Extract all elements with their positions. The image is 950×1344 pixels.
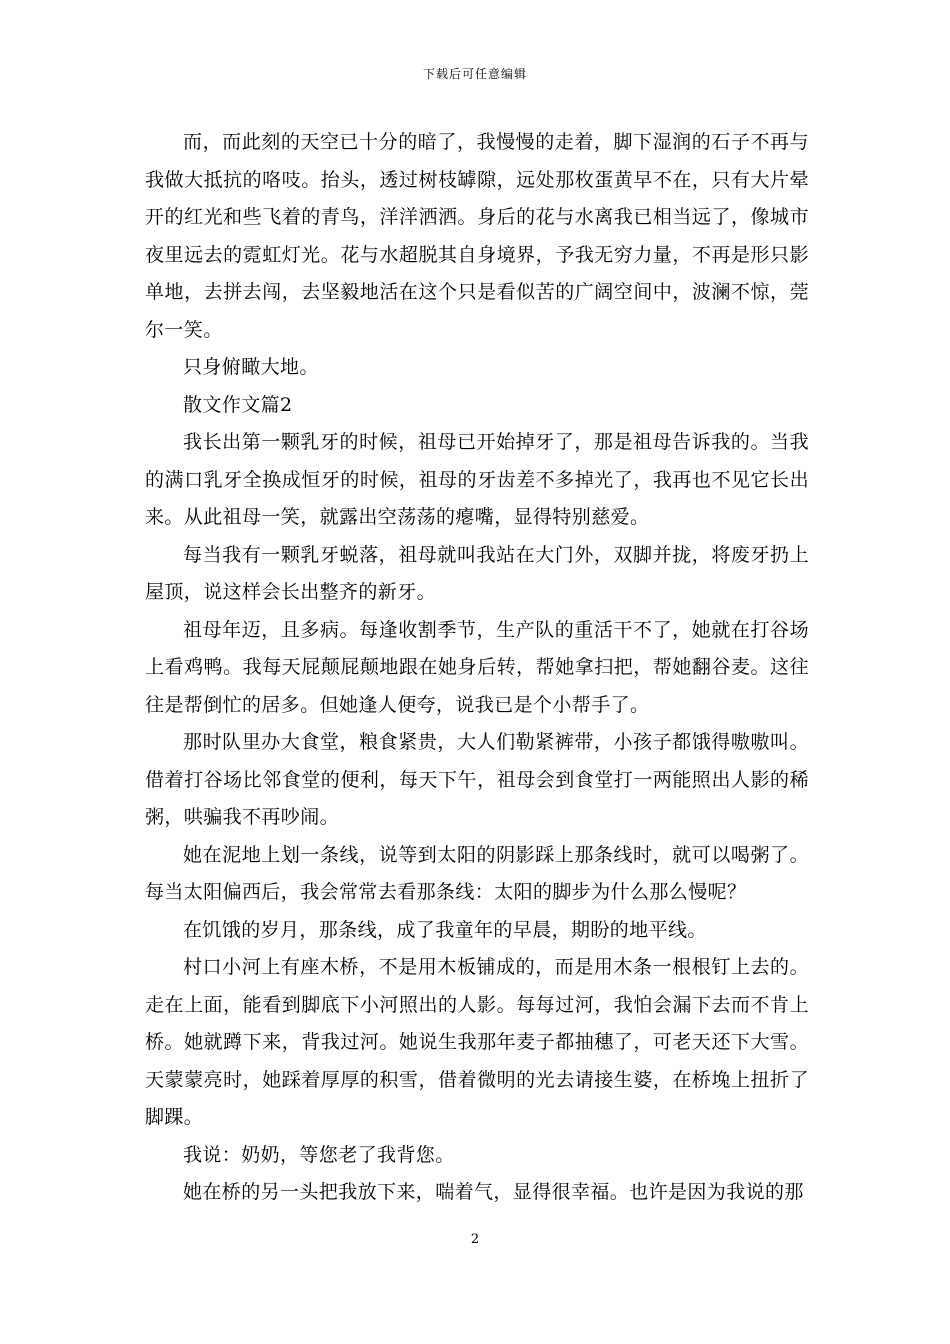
paragraph: 只身俯瞰大地。	[183, 356, 319, 378]
paragraph: 而，而此刻的天空已十分的暗了，我慢慢的走着，脚下湿润的石子不再与我做大抵抗的咯吱。抬头，透过树枝罅隙，远处那枚蛋黄早不在，只有大片晕开的红光和些飞着的青鸟，洋洋洒洒。身后的花与水离我已相当远了，像城市夜里远去的霓虹灯光。花与水超脱其自身境界，予我无穷力量，不再是形只影单地，去拼去闯，去坚毅地活在这个只是看似苦的广阔空间中，波澜不惊，莞尔一笑。	[145, 131, 809, 341]
paragraph: 在饥饿的岁月，那条线，成了我童年的早晨，期盼的地平线。	[183, 918, 707, 941]
paragraph: 村口小河上有座木桥，不是用木板铺成的，而是用木条一根根钉上去的。走在上面，能看到脚底下小河照出的人影。每每过河，我怕会漏下去而不肯上桥。她就蹲下来，背我过河。她说生我那年麦子都抽穗了，可老天还下大雪。天蒙蒙亮时，她踩着厚厚的积雪，借着微明的光去请接生婆，在桥堍上扭折了脚踝。	[145, 956, 809, 1128]
paragraph: 那时队里办大食堂，粮食紧贵，大人们勒紧裤带，小孩子都饿得嗷嗷叫。借着打谷场比邻食堂的便利，每天下午，祖母会到食堂打一两能照出人影的稀粥，哄骗我不再吵闹。	[145, 731, 809, 828]
page-number: 2	[470, 1232, 480, 1247]
paragraph: 我说：奶奶，等您老了我背您。	[183, 1143, 455, 1166]
page-header: 下载后可任意编辑	[422, 67, 527, 81]
paragraph: 祖母年迈，且多病。每逢收割季节，生产队的重活干不了，她就在打谷场上看鸡鸭。我每天屁颠屁颠地跟在她身后转，帮她拿扫把，帮她翻谷麦。这往往是帮倒忙的居多。但她逢人便夸，说我已是个小帮手了。	[145, 618, 809, 716]
document-body	[145, 124, 809, 1212]
paragraph: 每当我有一颗乳牙蜕落，祖母就叫我站在大门外，双脚并拢，将废牙扔上屋顶，说这样会长出整齐的新牙。	[145, 543, 809, 603]
section-heading: 散文作文篇2	[183, 393, 293, 416]
paragraph: 我长出第一颗乳牙的时候，祖母已开始掉牙了，那是祖母告诉我的。当我的满口乳牙全换成恒牙的时候，祖母的牙齿差不多掉光了，我再也不见它长出来。从此祖母一笑，就露出空荡荡的瘪嘴，显得特别慈爱。	[145, 431, 809, 528]
paragraph: 她在桥的另一头把我放下来，喘着气，显得很幸福。也许是因为我说的那	[183, 1181, 804, 1203]
paragraph: 她在泥地上划一条线，说等到太阳的阴影踩上那条线时，就可以喝粥了。每当太阳偏西后，我会常常去看那条线：太阳的脚步为什么那么慢呢？	[145, 843, 809, 903]
